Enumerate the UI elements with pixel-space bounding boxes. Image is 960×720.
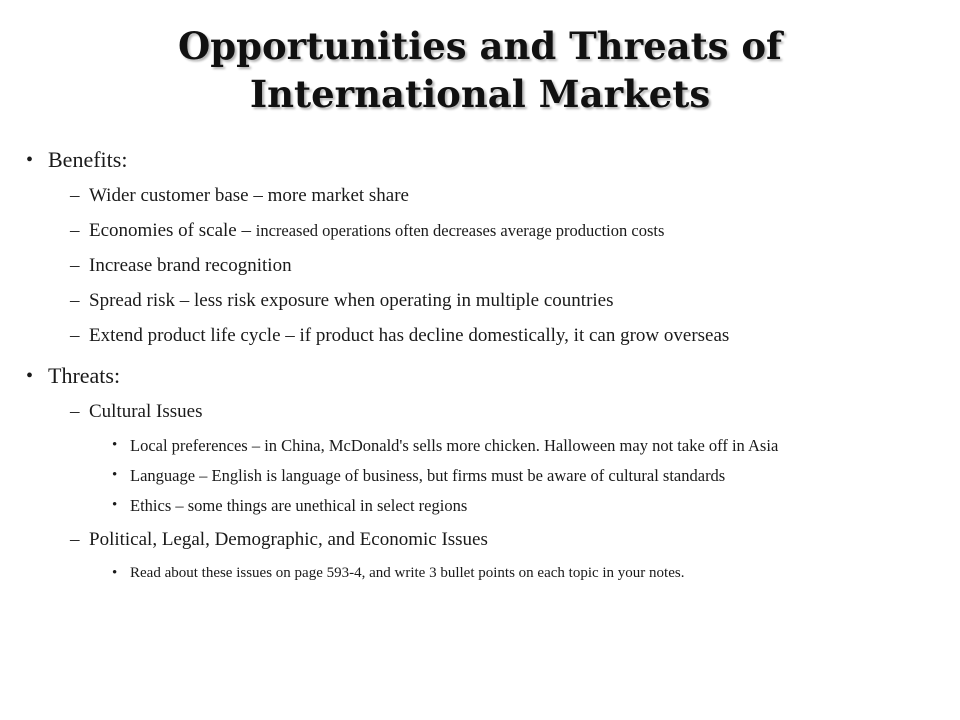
threat-item <box>0 465 960 486</box>
threat-category <box>0 400 960 424</box>
benefits-heading <box>0 146 960 174</box>
threat-item-text: Local preferences – in China, McDonald's sells more chicken. Halloween may not take off in Asia <box>130 436 779 455</box>
bullet-icon: • <box>26 365 34 387</box>
benefit-text-detail: increased operations often decreases average production costs <box>255 221 665 240</box>
dash-icon: – <box>70 401 80 422</box>
dash-icon: – <box>70 185 80 206</box>
threat-item-text: Language – English is language of business, but firms must be aware of cultural standards <box>130 466 726 485</box>
threats-heading-text: Threats: <box>48 363 121 388</box>
slide-title <box>0 22 960 118</box>
benefit-item <box>0 219 960 243</box>
dash-icon: – <box>70 529 80 550</box>
threat-item-text: Ethics – some things are unethical in select regions <box>130 496 468 515</box>
bullet-icon: • <box>112 467 118 483</box>
slide-body <box>0 146 960 593</box>
threat-item-text: Read about these issues on page 593-4, and write 3 bullet points on each topic in your notes. <box>130 565 685 581</box>
benefit-item <box>0 324 960 348</box>
benefit-item <box>0 184 960 208</box>
title-line-2: International Markets <box>249 72 711 116</box>
dash-icon: – <box>70 255 80 276</box>
threats-heading <box>0 362 960 390</box>
dash-icon: – <box>70 290 80 311</box>
benefit-text: Increase brand recognition <box>89 255 292 276</box>
benefit-item <box>0 289 960 313</box>
title-line-1: Opportunities and Threats of <box>178 24 782 68</box>
threat-item <box>0 563 960 584</box>
dash-icon: – <box>70 325 80 346</box>
benefit-text-lead: Economies of scale – <box>89 220 256 241</box>
bullet-icon: • <box>112 565 118 581</box>
bullet-icon: • <box>112 497 118 513</box>
benefits-heading-text: Benefits: <box>48 147 128 172</box>
benefit-text: Wider customer base – more market share <box>89 185 409 206</box>
threat-category-label: Cultural Issues <box>89 401 203 422</box>
benefit-item <box>0 254 960 278</box>
threat-category <box>0 528 960 552</box>
threat-category-label: Political, Legal, Demographic, and Economic Issues <box>89 529 488 550</box>
dash-icon: – <box>70 220 80 241</box>
threat-item <box>0 435 960 456</box>
benefit-text: Extend product life cycle – if product has decline domestically, it can grow overseas <box>89 325 730 346</box>
benefit-text: Spread risk – less risk exposure when operating in multiple countries <box>89 290 614 311</box>
threat-item <box>0 495 960 516</box>
bullet-icon: • <box>26 149 34 171</box>
bullet-icon: • <box>112 437 118 453</box>
